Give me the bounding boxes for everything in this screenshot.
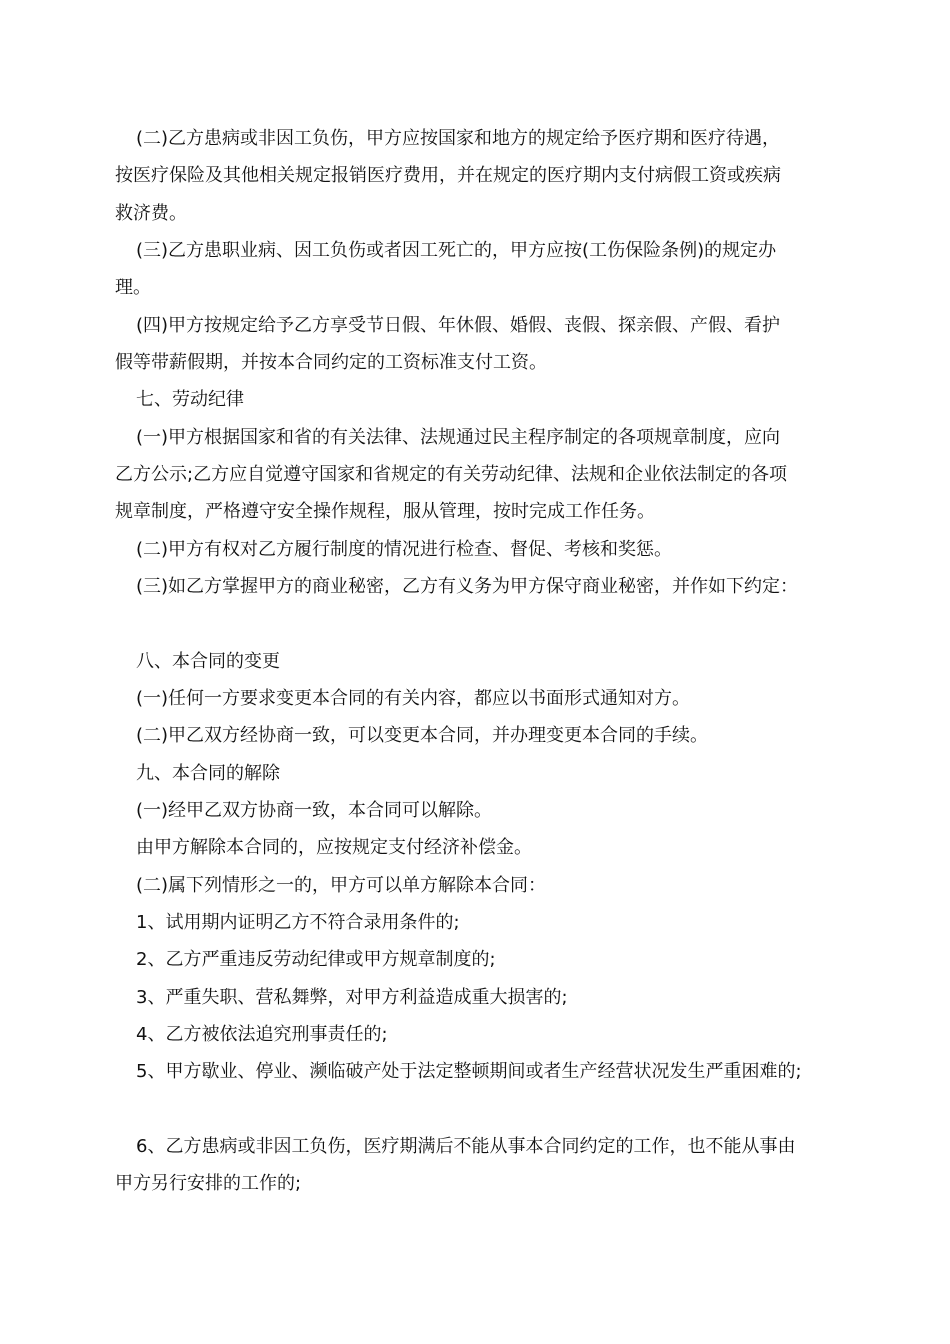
list-item: 6、乙方患病或非因工负伤，医疗期满后不能从事本合同约定的工作，也不能从事由 [136, 1136, 796, 1157]
list-item: 2、乙方严重违反劳动纪律或甲方规章制度的; [136, 949, 496, 970]
list-item: 5、甲方歇业、停业、濒临破产处于法定整顿期间或者生产经营状况发生严重困难的; [136, 1061, 802, 1082]
text-line: 乙方公示;乙方应自觉遵守国家和省规定的有关劳动纪律、法规和企业依法制定的各项 [115, 464, 788, 485]
text-line: 由甲方解除本合同的，应按规定支付经济补偿金。 [136, 837, 532, 858]
text-line: (二)甲方有权对乙方履行制度的情况进行检查、督促、考核和奖惩。 [136, 539, 673, 560]
text-line: 甲方另行安排的工作的; [115, 1173, 302, 1194]
text-line: (四)甲方按规定给予乙方享受节日假、年休假、婚假、丧假、探亲假、产假、看护 [136, 315, 781, 336]
list-item: 1、试用期内证明乙方不符合录用条件的; [136, 912, 460, 933]
text-line: 救济费。 [115, 203, 187, 224]
text-line: (二)属下列情形之一的，甲方可以单方解除本合同： [136, 875, 547, 896]
text-line: 按医疗保险及其他相关规定报销医疗费用，并在规定的医疗期内支付病假工资或疾病 [115, 165, 781, 186]
text-line: 规章制度，严格遵守安全操作规程，服从管理，按时完成工作任务。 [115, 501, 655, 522]
list-item: 3、严重失职、营私舞弊，对甲方利益造成重大损害的; [136, 987, 568, 1008]
text-line: (一)任何一方要求变更本合同的有关内容，都应以书面形式通知对方。 [136, 688, 691, 709]
section-heading: 八、本合同的变更 [136, 651, 280, 672]
text-line: (二)乙方患病或非因工负伤，甲方应按国家和地方的规定给予医疗期和医疗待遇， [136, 128, 781, 149]
text-line: (一)甲方根据国家和省的有关法律、法规通过民主程序制定的各项规章制度，应向 [136, 427, 781, 448]
text-line: (三)乙方患职业病、因工负伤或者因工死亡的，甲方应按(工伤保险条例)的规定办 [136, 240, 777, 261]
text-line: 假等带薪假期，并按本合同约定的工资标准支付工资。 [115, 352, 547, 373]
text-line: (三)如乙方掌握甲方的商业秘密，乙方有义务为甲方保守商业秘密，并作如下约定： [136, 576, 799, 597]
text-line: (一)经甲乙双方协商一致，本合同可以解除。 [136, 800, 493, 821]
list-item: 4、乙方被依法追究刑事责任的; [136, 1024, 388, 1045]
section-heading: 九、本合同的解除 [136, 763, 280, 784]
text-line: (二)甲乙双方经协商一致，可以变更本合同，并办理变更本合同的手续。 [136, 725, 709, 746]
text-line: 理。 [115, 277, 151, 298]
section-heading: 七、劳动纪律 [136, 389, 244, 410]
